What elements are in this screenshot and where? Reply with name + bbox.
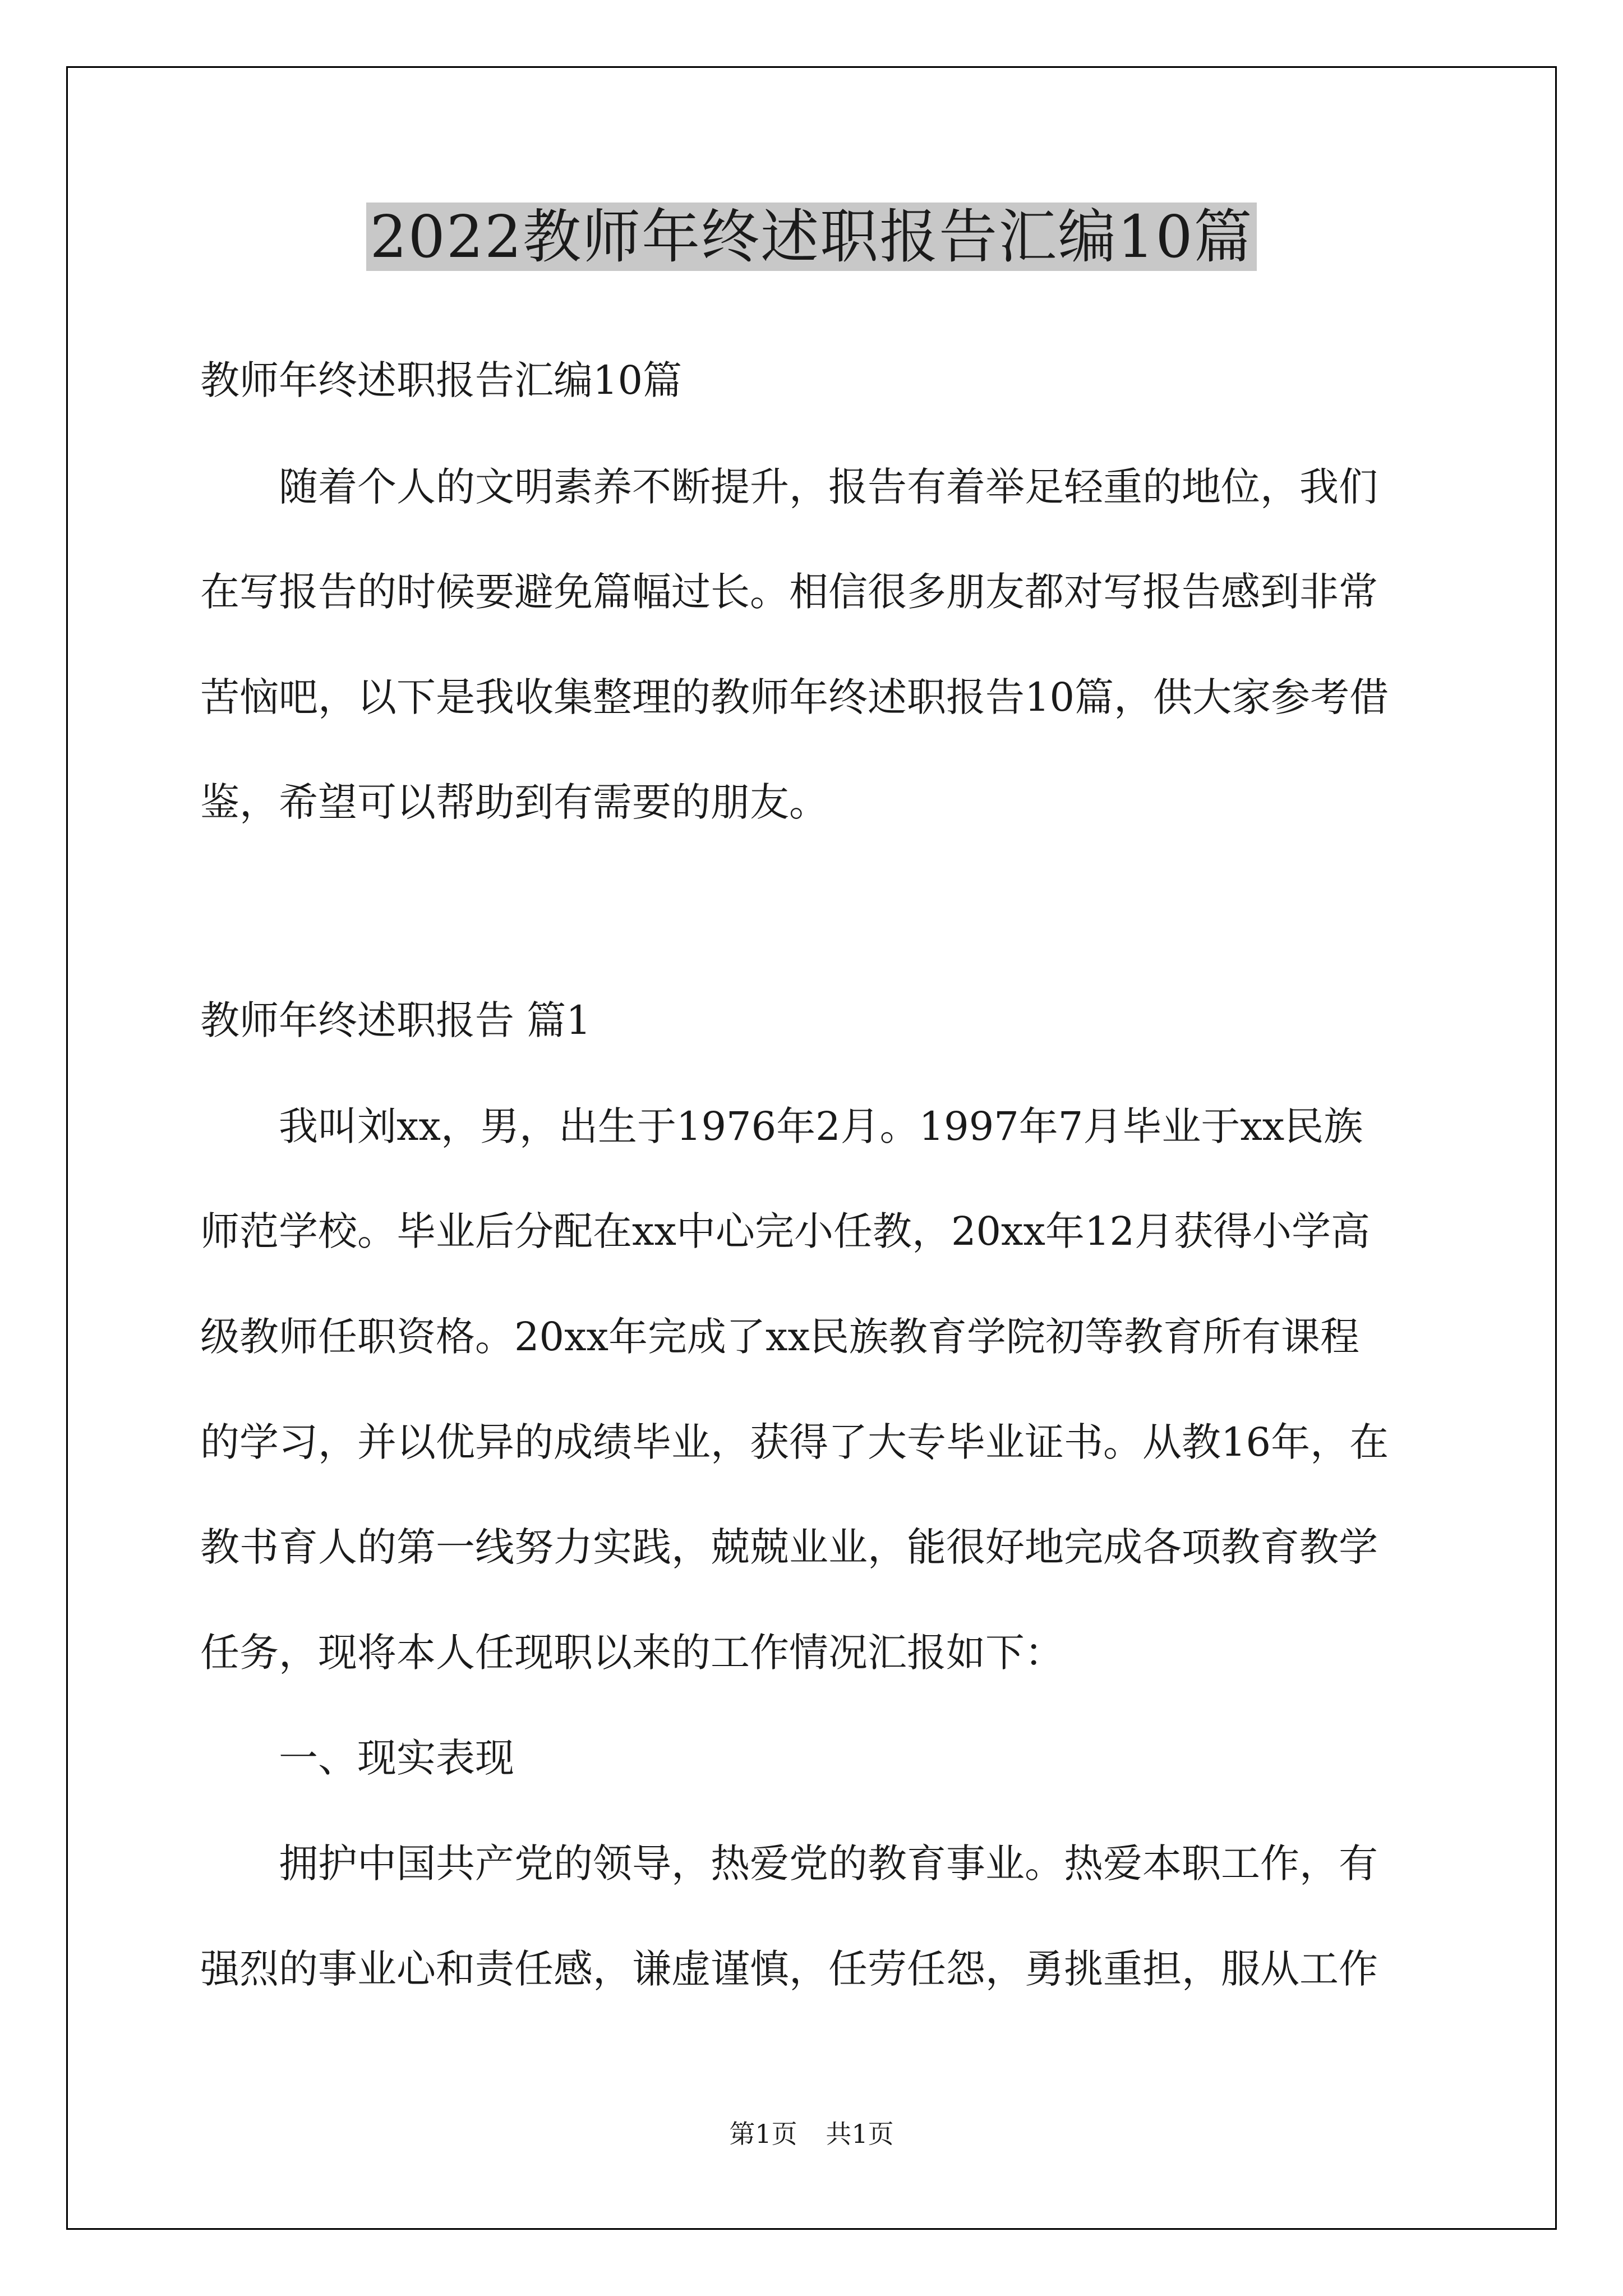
document-title-text: 2022教师年终述职报告汇编10篇 — [366, 203, 1256, 271]
paragraph-line: 任务，现将本人任现职以来的工作情况汇报如下： — [200, 1630, 1064, 1676]
paragraph-line: 的学习，并以优异的成绩毕业，获得了大专毕业证书。从教16年，在 — [200, 1419, 1389, 1465]
page-footer — [0, 2117, 1623, 2151]
paragraph-line: 级教师任职资格。20xx年完成了xx民族教育学院初等教育所有课程 — [200, 1314, 1359, 1360]
intro-line: 鉴，希望可以帮助到有需要的朋友。 — [200, 779, 828, 825]
paragraph-line: 强烈的事业心和责任感，谦虚谨慎，任劳任怨，勇挑重担，服从工作 — [200, 1946, 1378, 1992]
intro-line: 苦恼吧，以下是我收集整理的教师年终述职报告10篇，供大家参考借 — [200, 674, 1389, 720]
paragraph-line: 教书育人的第一线努力实践，兢兢业业，能很好地完成各项教育教学 — [200, 1524, 1378, 1570]
document-subtitle: 教师年终述职报告汇编10篇 — [200, 357, 683, 403]
page-number-current: 第1页 — [729, 2119, 797, 2149]
subsection-heading: 一、现实表现 — [279, 1735, 514, 1781]
paragraph-line: 我叫刘xx，男，出生于1976年2月。1997年7月毕业于xx民族 — [279, 1103, 1363, 1149]
intro-line: 在写报告的时候要避免篇幅过长。相信很多朋友都对写报告感到非常 — [200, 569, 1378, 615]
section-heading: 教师年终述职报告 篇1 — [200, 997, 591, 1043]
document-title — [0, 197, 1623, 276]
intro-line: 随着个人的文明素养不断提升，报告有着举足轻重的地位，我们 — [279, 464, 1378, 510]
paragraph-line: 拥护中国共产党的领导，热爱党的教育事业。热爱本职工作，有 — [279, 1841, 1378, 1887]
page-number-total: 共1页 — [826, 2119, 894, 2149]
paragraph-line: 师范学校。毕业后分配在xx中心完小任教，20xx年12月获得小学高 — [200, 1208, 1371, 1254]
